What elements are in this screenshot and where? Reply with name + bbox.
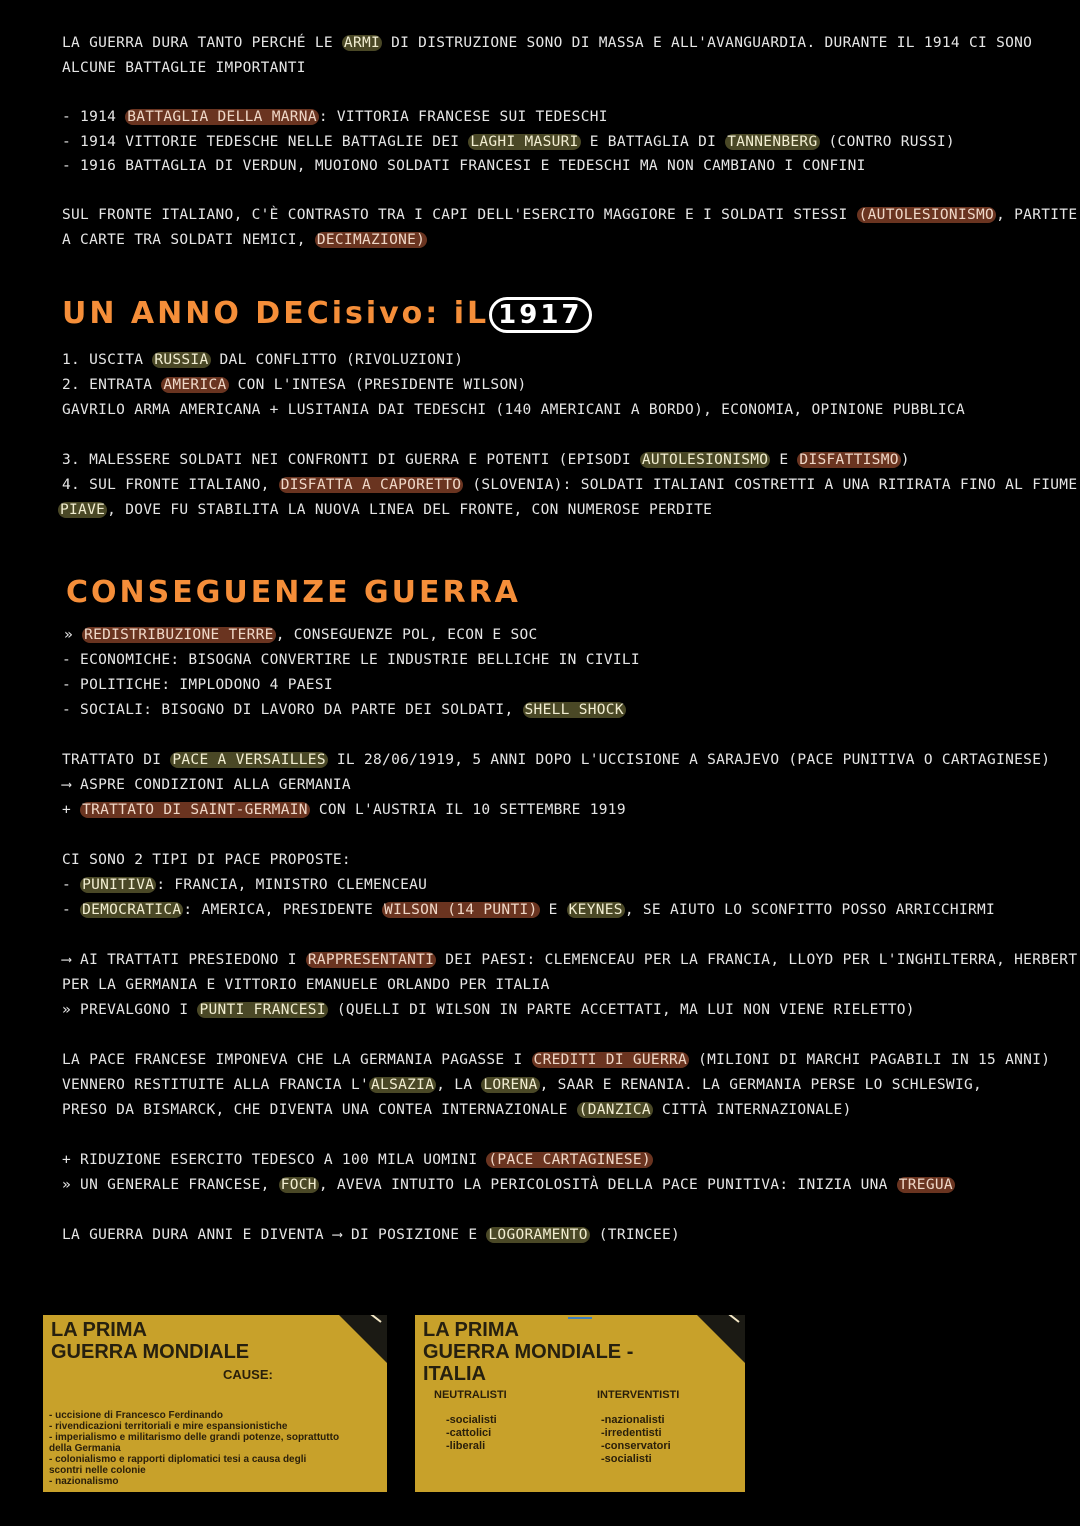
text: , AVEVA INTUITO LA PERICOLOSITÀ DELLA PACE PUNITIVA: INIZIA UNA <box>318 1177 897 1193</box>
title-line: LA PRIMA <box>423 1319 519 1341</box>
text: » PREVALGONO I <box>62 1002 198 1018</box>
text: » UN GENERALE FRANCESE, <box>62 1177 279 1193</box>
list-item: - uccisione di Francesco Ferdinando <box>49 1410 223 1421</box>
text: 4. SUL FRONTE ITALIANO, <box>62 477 279 493</box>
text: TRATTATO DI <box>62 752 171 768</box>
text: SUL FRONTE ITALIANO, C'È CONTRASTO TRA I CAPI DELL'ESERCITO MAGGIORE E I SOLDATI STESSI <box>62 207 857 223</box>
highlight-russia: RUSSIA <box>154 352 209 368</box>
section-title-1917 <box>62 296 592 333</box>
highlight-marna: BATTAGLIA DELLA MARNA <box>127 109 317 125</box>
war-duration <box>62 1225 680 1245</box>
list-item: -conservatori <box>601 1440 671 1452</box>
text: LA GUERRA DURA TANTO PERCHÉ LE <box>62 35 342 51</box>
point-4-cont <box>58 500 712 520</box>
versailles-conditions: ⟶ ASPRE CONDIZIONI ALLA GERMANIA <box>62 777 351 793</box>
highlight-america: AMERICA <box>163 377 227 393</box>
text: DEI PAESI: CLEMENCEAU PER LA FRANCIA, LLOYD PER L'INGHILTERRA, HERBERT <box>436 952 1078 968</box>
text: : VITTORIA FRANCESE SUI TEDESCHI <box>318 109 608 125</box>
text: - 1914 VITTORIE TEDESCHE NELLE BATTAGLIE DEI <box>62 134 469 150</box>
highlight-punitiva: PUNITIVA <box>82 877 155 893</box>
battle-1914-masuri <box>62 132 955 152</box>
neutralisti-list <box>446 1414 497 1453</box>
highlight-saint-germain: TRATTATO DI SAINT-GERMAIN <box>82 802 308 818</box>
title-line: ITALIA <box>423 1363 486 1385</box>
highlight-lorena: LORENA <box>483 1077 538 1093</box>
text: + <box>62 802 81 818</box>
french-peace-line-2 <box>62 1075 982 1095</box>
versailles-line <box>62 750 1050 770</box>
highlight-danzica: (DANZICA <box>578 1102 651 1118</box>
text: CON L'INTESA (PRESIDENTE WILSON) <box>228 377 527 393</box>
text: IL 28/06/1919, 5 ANNI DOPO L'UCCISIONE A SARAJEVO (PACE PUNITIVA O CARTAGINESE) <box>327 752 1051 768</box>
point-2-detail: GAVRILO ARMA AMERICANA + LUSITANIA DAI TEDESCHI (140 AMERICANI A BORDO), ECONOMIA, OPINIONE PUBBLICA <box>62 402 965 418</box>
highlight-wilson: WILSON (14 PUNTI) <box>384 902 538 918</box>
peace-democratica <box>62 900 995 920</box>
cons-economiche: - ECONOMICHE: BISOGNA CONVERTIRE LE INDUSTRIE BELLICHE IN CIVILI <box>62 652 640 668</box>
highlight-autolesionismo: (AUTOLESIONISMO <box>858 207 995 223</box>
text: , PARTITE <box>996 207 1078 223</box>
text: - 1914 <box>62 109 126 125</box>
highlight-tregua: TREGUA <box>898 1177 953 1193</box>
text: CON L'AUSTRIA IL 10 SETTEMBRE 1919 <box>309 802 626 818</box>
text: DAL CONFLITTO (RIVOLUZIONI) <box>210 352 464 368</box>
text: 3. MALESSERE SOLDATI NEI CONFRONTI DI GUERRA E POTENTI (EPISODI <box>62 452 640 468</box>
text: ⟶ AI TRATTATI PRESIEDONO I <box>62 952 306 968</box>
card-title <box>51 1319 249 1363</box>
highlight-caporetto: DISFATTA A CAPORETTO <box>280 477 462 493</box>
title-line: GUERRA MONDIALE - <box>423 1341 634 1363</box>
peace-punitiva <box>62 875 427 895</box>
text: DI DISTRUZIONE SONO DI MASSA E ALL'AVANGUARDIA. DURANTE IL 1914 CI SONO <box>382 35 1033 51</box>
circled-year: 1917 <box>489 297 591 333</box>
text: E BATTAGLIA DI <box>580 134 726 150</box>
interventisti-list <box>601 1414 671 1466</box>
highlight-rappresentanti: RAPPRESENTANTI <box>307 952 435 968</box>
section-title-conseguenze: CONSEGUENZE GUERRA <box>66 575 521 610</box>
highlight-tannenberg: TANNENBERG <box>727 134 818 150</box>
list-item: -socialisti <box>601 1453 652 1465</box>
list-item: -socialisti <box>446 1414 497 1426</box>
list-item: - nazionalismo <box>49 1476 119 1487</box>
representatives-line-3 <box>62 1000 915 1020</box>
point-1 <box>62 350 463 370</box>
text: (CONTRO RUSSI) <box>819 134 955 150</box>
text: (QUELLI DI WILSON IN PARTE ACCETTATI, MA LUI NON VIENE RIELETTO) <box>327 1002 915 1018</box>
highlight-logoramento: LOGORAMENTO <box>488 1227 588 1243</box>
highlight-masuri: LAGHI MASURI <box>470 134 579 150</box>
card-cause[interactable] <box>43 1315 387 1492</box>
text: - SOCIALI: BISOGNO DI LAVORO DA PARTE DEI SOLDATI, <box>62 702 523 718</box>
list-item: -cattolici <box>446 1427 492 1439</box>
point-2 <box>62 375 527 395</box>
text: VENNERO RESTITUITE ALLA FRANCIA L' <box>62 1077 370 1093</box>
text: (SLOVENIA): SOLDATI ITALIANI COSTRETTI A UNA RITIRATA FINO AL FIUME <box>463 477 1078 493</box>
text: + RIDUZIONE ESERCITO TEDESCO A 100 MILA UOMINI <box>62 1152 487 1168</box>
highlight-shell-shock: SHELL SHOCK <box>524 702 624 718</box>
text: A CARTE TRA SOLDATI NEMICI, <box>62 232 315 248</box>
col-neutralisti-header: NEUTRALISTI <box>434 1389 507 1401</box>
peace-types: CI SONO 2 TIPI DI PACE PROPOSTE: <box>62 852 351 868</box>
text: , DOVE FU STABILITA LA NUOVA LINEA DEL FRONTE, CON NUMEROSE PERDITE <box>107 502 713 518</box>
highlight-piave: PIAVE <box>60 502 106 518</box>
battle-1914-marna <box>62 107 608 127</box>
text: E <box>539 902 567 918</box>
list-item: - rivendicazioni territoriali e mire espansionistiche <box>49 1421 288 1432</box>
text: 1. USCITA <box>62 352 153 368</box>
text: 2. ENTRATA <box>62 377 162 393</box>
point-4 <box>62 475 1077 495</box>
french-peace-line-3 <box>62 1100 852 1120</box>
list-item: - imperialismo e militarismo delle grandi potenze, soprattutto <box>49 1432 340 1443</box>
highlight-redistribuzione: REDISTRIBUZIONE TERRE <box>84 627 274 643</box>
text: - <box>62 877 81 893</box>
text: - <box>62 902 81 918</box>
text: (MILIONI DI MARCHI PAGABILI IN 15 ANNI) <box>689 1052 1051 1068</box>
list-item: -liberali <box>446 1440 486 1452</box>
cons-intro <box>64 625 538 645</box>
cons-politiche: - POLITICHE: IMPLODONO 4 PAESI <box>62 677 333 693</box>
saint-germain-line <box>62 800 626 820</box>
text: , LA <box>436 1077 482 1093</box>
text: , SE AIUTO LO SCONFITTO POSSO ARRICCHIRMI <box>624 902 996 918</box>
text: E <box>770 452 798 468</box>
intro-line-2: ALCUNE BATTAGLIE IMPORTANTI <box>62 60 306 76</box>
point-3 <box>62 450 910 470</box>
text: ) <box>900 452 910 468</box>
highlight-versailles: PACE A VERSAILLES <box>172 752 326 768</box>
list-item: della Germania <box>49 1443 121 1454</box>
highlight-autolesionismo: AUTOLESIONISMO <box>641 452 769 468</box>
title-line: LA PRIMA <box>51 1319 147 1341</box>
representatives-line-1 <box>62 950 1077 970</box>
french-peace-line-1 <box>62 1050 1050 1070</box>
front-line-1 <box>62 205 1077 225</box>
cons-sociali <box>62 700 626 720</box>
heading-text: UN ANNO DECisivo: iL <box>62 296 490 331</box>
list-item: -irredentisti <box>601 1427 662 1439</box>
highlight-pace-cartaginese: (PACE CARTAGINESE) <box>488 1152 651 1168</box>
text: LA PACE FRANCESE IMPONEVA CHE LA GERMANIA PAGASSE I <box>62 1052 532 1068</box>
army-reduction <box>62 1150 653 1170</box>
title-line: GUERRA MONDIALE <box>51 1341 250 1363</box>
col-interventisti-header: INTERVENTISTI <box>597 1389 680 1401</box>
list-item: -nazionalisti <box>601 1414 665 1426</box>
text: , SAAR E RENANIA. LA GERMANIA PERSE LO SCHLESWIG, <box>539 1077 983 1093</box>
card-italia[interactable] <box>415 1315 745 1492</box>
text: : AMERICA, PRESIDENTE <box>183 902 383 918</box>
list-item: scontri nelle colonie <box>49 1465 146 1476</box>
list-item: - colonialismo e rapporti diplomatici tesi a causa degli <box>49 1454 307 1465</box>
text: , CONSEGUENZE POL, ECON E SOC <box>275 627 538 643</box>
highlight-alsazia: ALSAZIA <box>371 1077 435 1093</box>
highlight-decimazione: DECIMAZIONE) <box>316 232 426 248</box>
highlight-punti-francesi: PUNTI FRANCESI <box>199 1002 326 1018</box>
card-subtitle: CAUSE: <box>223 1367 273 1382</box>
text: LA GUERRA DURA ANNI E DIVENTA ⟶ DI POSIZIONE E <box>62 1227 487 1243</box>
text: : FRANCIA, MINISTRO CLEMENCEAU <box>156 877 428 893</box>
text: PRESO DA BISMARCK, CHE DIVENTA UNA CONTEA INTERNAZIONALE <box>62 1102 577 1118</box>
highlight-democratica: DEMOCRATICA <box>82 902 182 918</box>
front-line-2 <box>62 230 427 250</box>
text: CITTÀ INTERNAZIONALE) <box>652 1102 852 1118</box>
highlight-crediti: CREDITI DI GUERRA <box>533 1052 688 1068</box>
highlight-keynes: KEYNES <box>568 902 623 918</box>
intro-line-1 <box>62 33 1032 53</box>
text: » <box>64 627 83 643</box>
cause-list <box>49 1410 339 1487</box>
representatives-line-2: PER LA GERMANIA E VITTORIO EMANUELE ORLANDO PER ITALIA <box>62 977 550 993</box>
foch-line <box>62 1175 955 1195</box>
highlight-armi: ARMI <box>343 35 381 51</box>
battle-1916-verdun: - 1916 BATTAGLIA DI VERDUN, MUOIONO SOLDATI FRANCESI E TEDESCHI MA NON CAMBIANO I CONFINI <box>62 158 866 174</box>
card-title <box>423 1319 633 1385</box>
highlight-disfattismo: DISFATTISMO <box>799 452 899 468</box>
highlight-foch: FOCH <box>280 1177 317 1193</box>
text: (TRINCEE) <box>589 1227 681 1243</box>
